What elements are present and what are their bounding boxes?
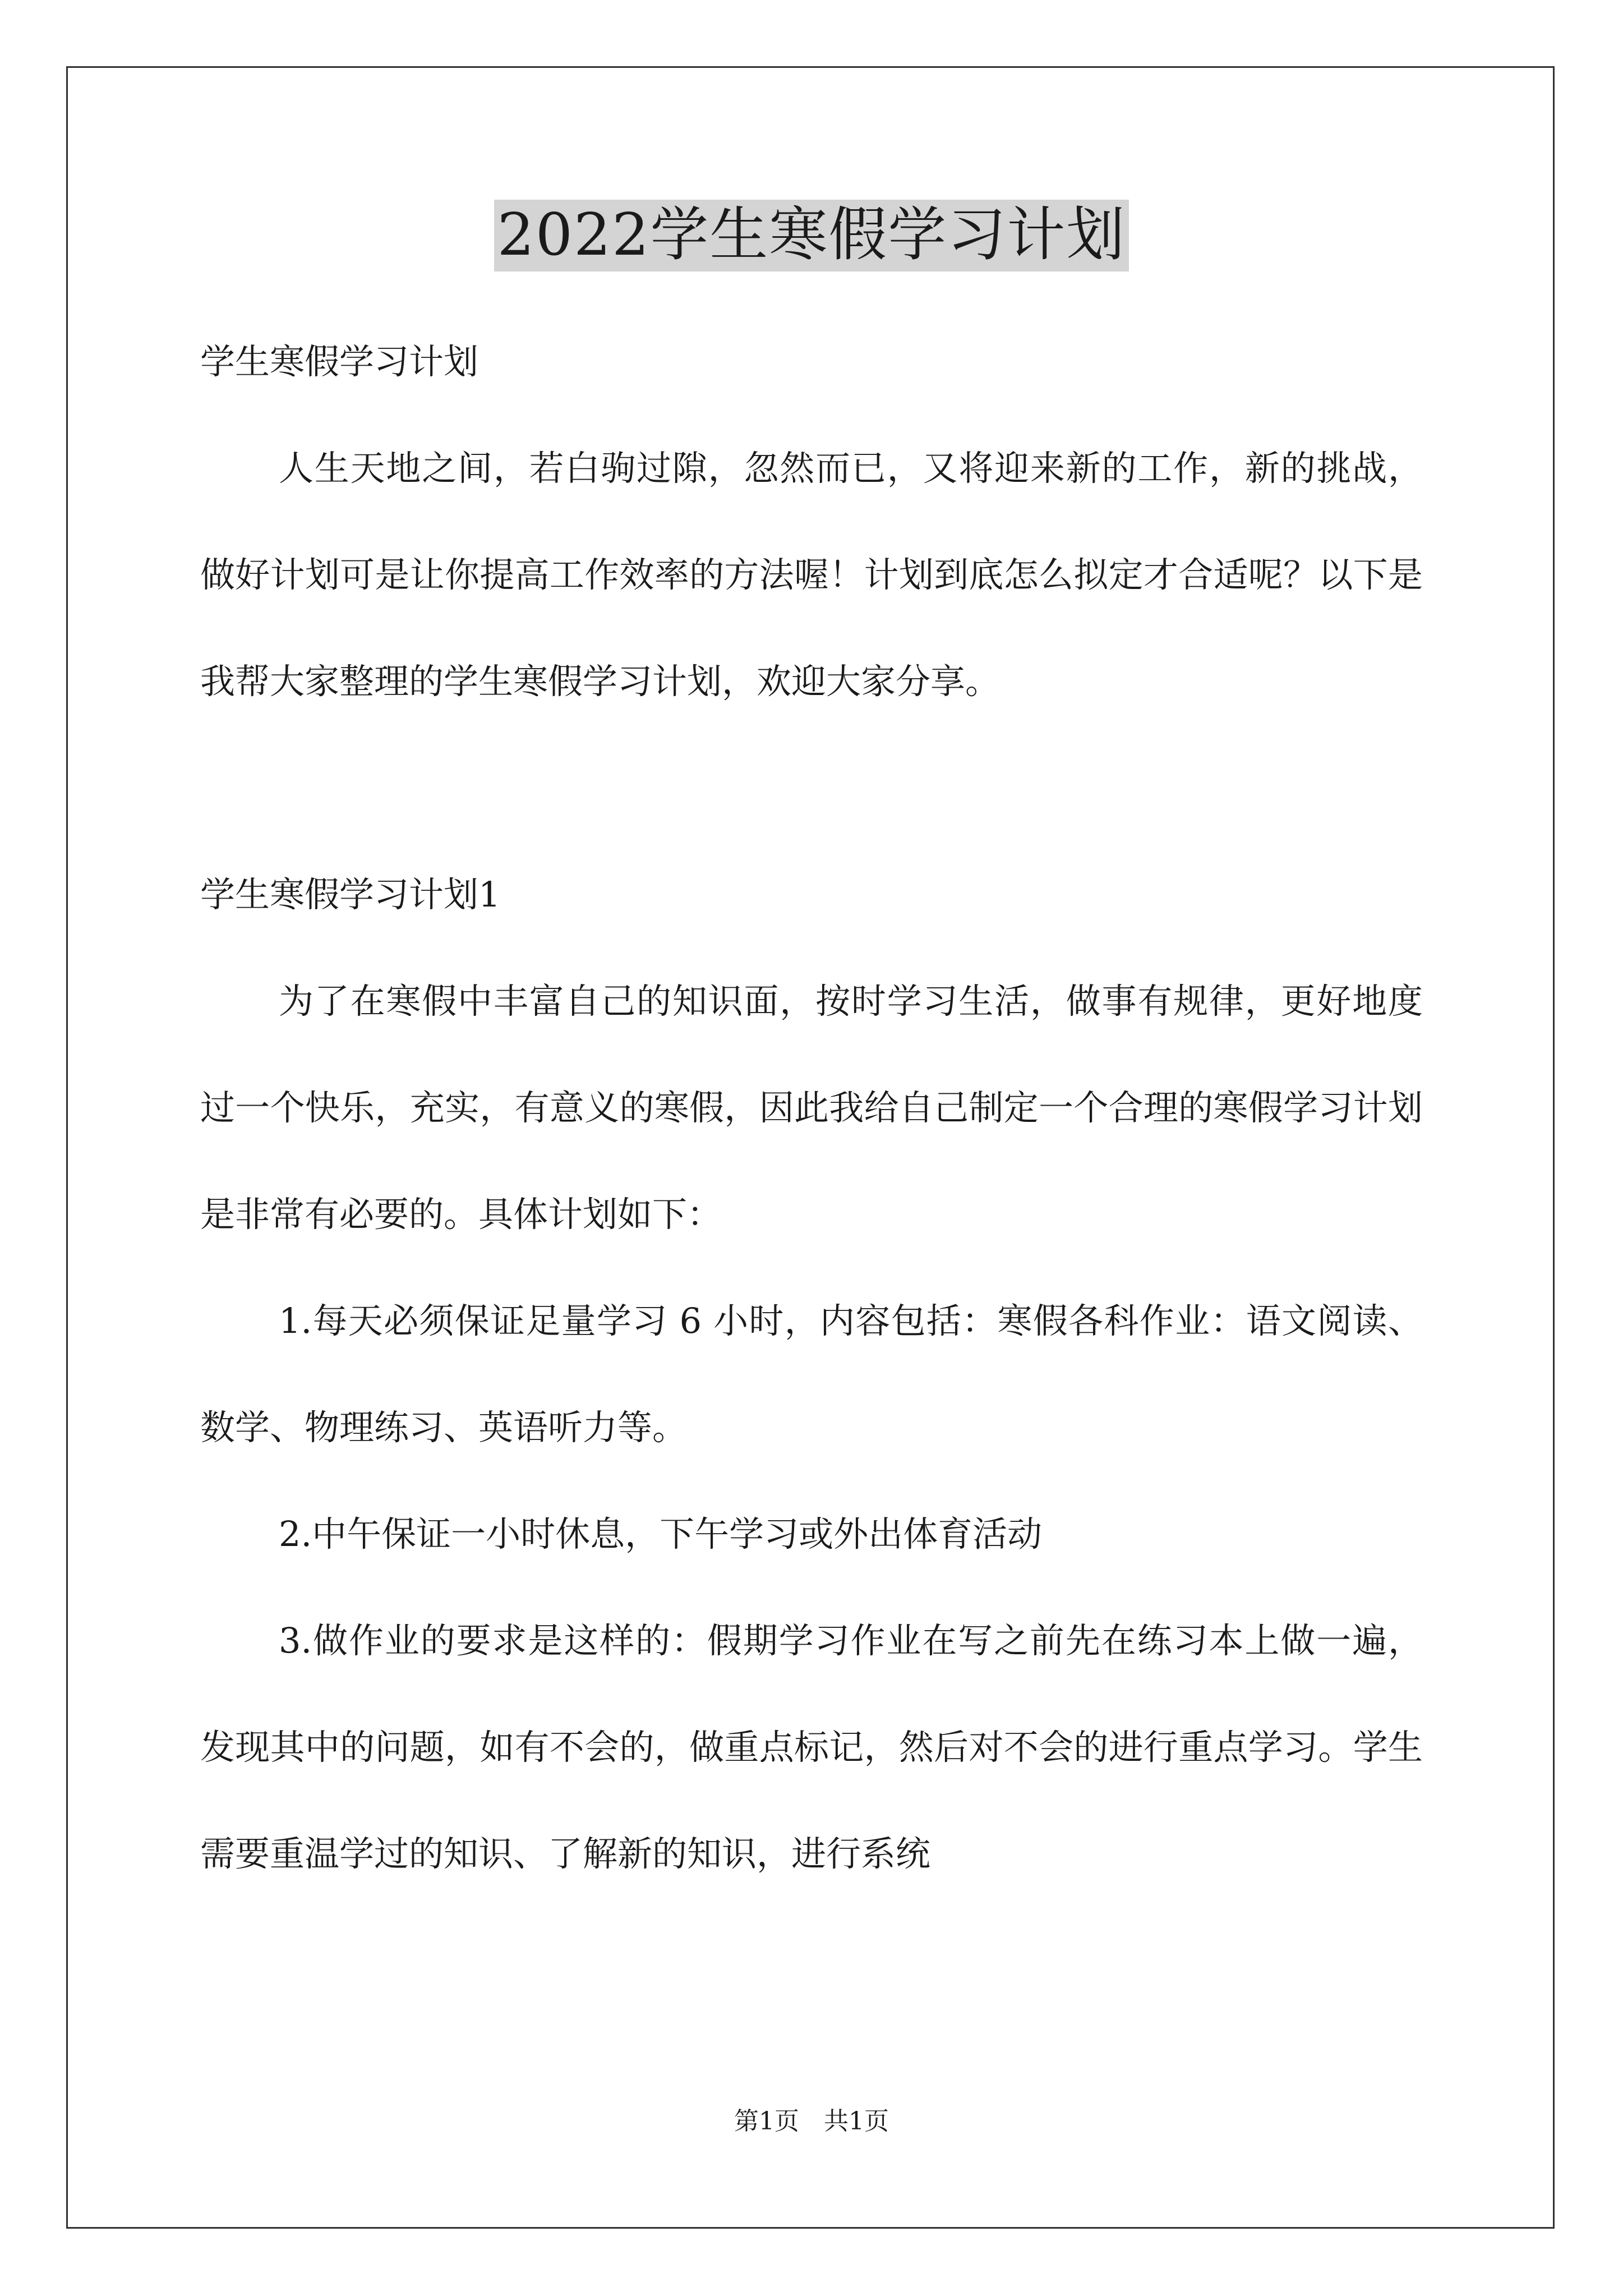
- document-body: [200, 309, 1423, 1907]
- document-title-text: 2022学生寒假学习计划: [494, 200, 1129, 272]
- body-paragraph: 为了在寒假中丰富自己的知识面，按时学习生活，做事有规律，更好地度过一个快乐，充实，有意义的寒假，因此我给自己制定一个合理的寒假学习计划是非常有必要的。具体计划如下：: [200, 981, 1423, 1235]
- page-footer: 第1页 共1页: [734, 2107, 889, 2136]
- list-item-2: 2.中午保证一小时休息，下午学习或外出体育活动: [279, 1513, 1043, 1554]
- intro-paragraph: 人生天地之间，若白驹过隙，忽然而已，又将迎来新的工作，新的挑战，做好计划可是让你提高工作效率的方法喔！计划到底怎么拟定才合适呢？以下是我帮大家整理的学生寒假学习计划，欢迎大家分享。: [200, 448, 1423, 702]
- section-heading: 学生寒假学习计划: [200, 341, 479, 382]
- list-item-3: 3.做作业的要求是这样的：假期学习作业在写之前先在练习本上做一遍，发现其中的问题，如有不会的，做重点标记，然后对不会的进行重点学习。学生需要重温学过的知识、了解新的知识，进行系统: [200, 1620, 1423, 1874]
- section-heading: 学生寒假学习计划1: [200, 874, 501, 915]
- list-item-1: 1.每天必须保证足量学习 6 小时，内容包括：寒假各科作业：语文阅读、数学、物理练习、英语听力等。: [200, 1300, 1423, 1448]
- blank-line: [200, 735, 1423, 841]
- document-title: [0, 200, 1623, 272]
